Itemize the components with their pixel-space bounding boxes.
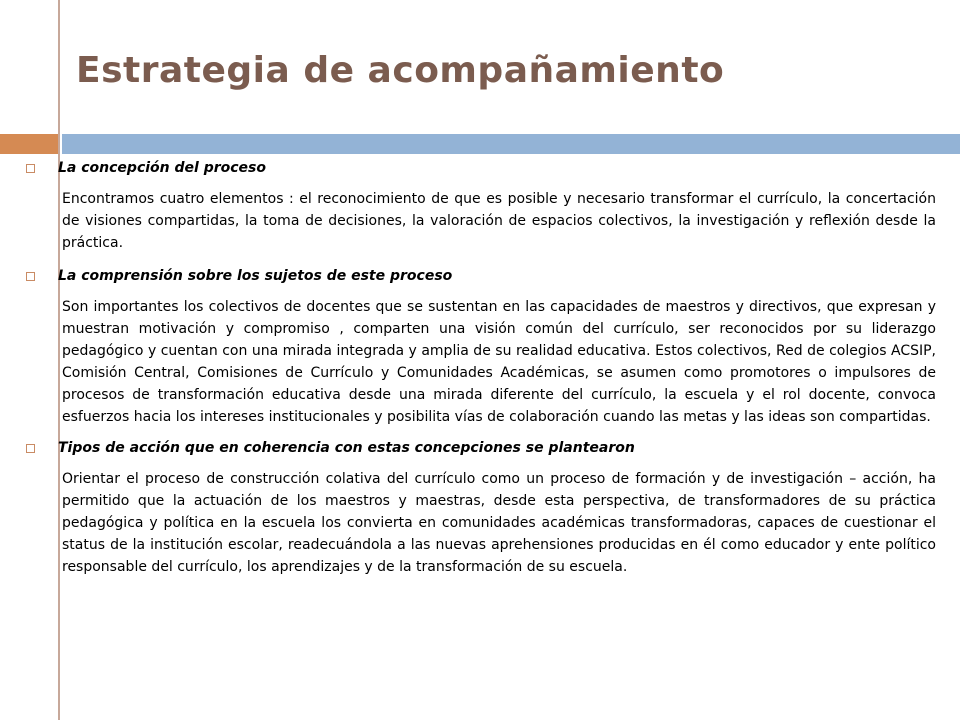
section-body: Orientar el proceso de construcción colativa del currículo como un proceso de formación y de investigación – acción, ha permitido que la actuación de los maestros y maestras, desde esta perspectiva, de transformadores de su práctica pedagógica y política en la escuela los convierta en comunidades académicas transformadoras, capaces de cuestionar el status de la institución escolar, readecuándola a las nuevas aprehensiones producidas en él como educador y ente político responsable del currículo, los aprendizajes y de la transformación de su escuela.: [62, 471, 936, 575]
section-concepcion: [22, 158, 936, 254]
section-heading: [22, 266, 936, 286]
square-bullet-icon: [26, 272, 35, 281]
section-heading: [22, 438, 936, 458]
accent-bar-orange: [0, 134, 58, 154]
section-heading: [22, 158, 936, 178]
section-tipos-de-accion: [22, 438, 936, 578]
section-body: Son importantes los colectivos de docentes que se sustentan en las capacidades de maestros y directivos, que expresan y muestran motivación y compromiso , comparten una visión común del currículo, ser reconocidos por su liderazgo pedagógico y cuentan con una mirada integrada y amplia de su realidad educativa. Estos colectivos, Red de colegios ACSIP, Comisión Central, Comisiones de Currículo y Comunidades Académicas, se asumen como promotores o impulsores de procesos de transformación educativa desde una mirada diferente del currículo, la escuela y el rol docente, convoca esfuerzos hacia los intereses institucionales y posibilita vías de colaboración cuando las metas y las ideas son compartidas.: [62, 299, 936, 425]
slide-title: Estrategia de acompañamiento: [76, 50, 725, 91]
square-bullet-icon: [26, 164, 35, 173]
section-comprension: [22, 266, 936, 428]
section-heading-text: Tipos de acción que en coherencia con estas concepciones se plantearon: [58, 440, 635, 456]
section-body: Encontramos cuatro elementos : el reconocimiento de que es posible y necesario transformar el currículo, la concertación de visiones compartidas, la toma de decisiones, la valoración de espacios colectivos, la investigación y reflexión desde la práctica.: [62, 191, 936, 251]
slide-content: [22, 158, 936, 590]
square-bullet-icon: [26, 444, 35, 453]
section-heading-text: La concepción del proceso: [58, 160, 266, 176]
section-heading-text: La comprensión sobre los sujetos de este proceso: [58, 268, 453, 284]
accent-bar-blue: [62, 134, 960, 154]
